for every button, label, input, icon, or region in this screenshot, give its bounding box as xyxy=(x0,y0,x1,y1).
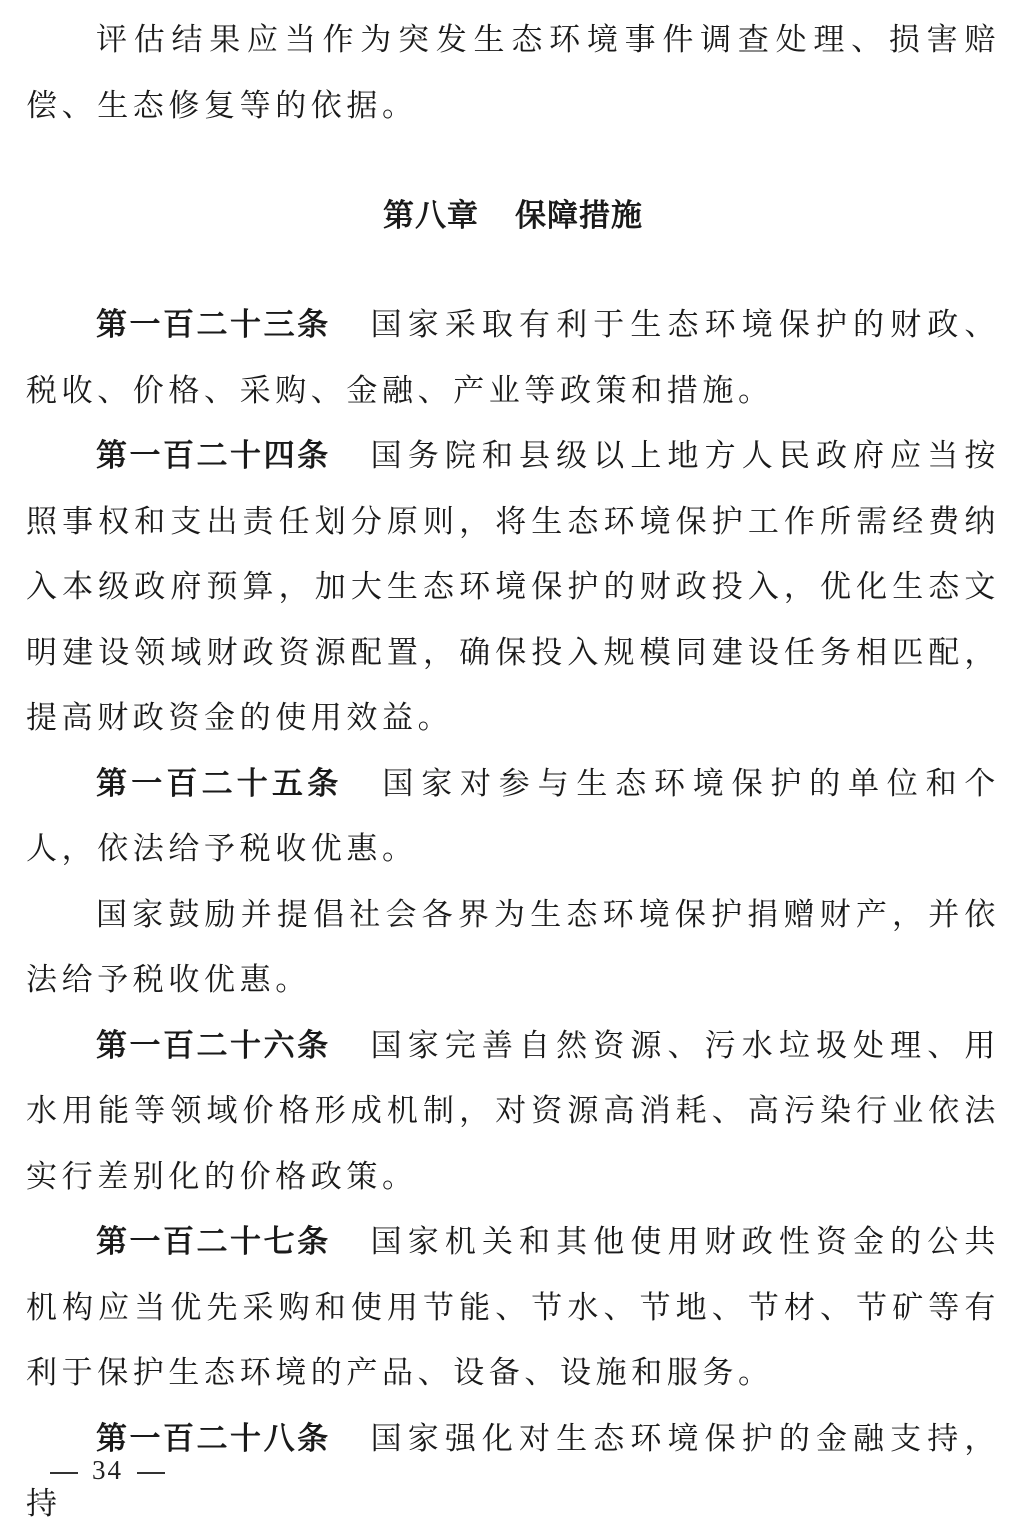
article-126 xyxy=(26,1014,1000,1211)
chapter-number: 第八章 xyxy=(383,198,479,234)
article-text: 国家采取有利于生态环境保护的财政、税收、价格、采购、金融、产业等政策和措施。 xyxy=(26,307,1000,409)
page-number: 34 xyxy=(92,1455,123,1485)
article-heading: 第一百二十六条 xyxy=(96,1027,331,1064)
footer-dash-right xyxy=(137,1472,165,1474)
page-footer xyxy=(36,1455,179,1486)
paragraph-top: 评估结果应当作为突发生态环境事件调查处理、损害赔偿、生态修复等的依据。 xyxy=(26,22,1000,124)
article-123 xyxy=(26,293,1000,424)
document-page xyxy=(26,8,1000,1538)
article-125 xyxy=(26,752,1000,883)
chapter-heading xyxy=(26,183,1000,249)
article-125-paragraph-2: 国家鼓励并提倡社会各界为生态环境保护捐赠财产，并依法给予税收优惠。 xyxy=(26,896,1000,998)
footer-dash-left xyxy=(50,1472,78,1474)
article-text: 国家对参与生态环境保护的单位和个人，依法给予税收优惠。 xyxy=(26,765,1000,867)
article-heading: 第一百二十三条 xyxy=(96,307,331,343)
article-text: 国家机关和其他使用财政性资金的公共机构应当优先采购和使用节能、节水、节地、节材、节矿等有利于保护生态环境的产品、设备、设施和服务。 xyxy=(26,1224,1000,1391)
article-text: 国家强化对生态环境保护的金融支持，持 xyxy=(26,1420,1000,1522)
article-heading: 第一百二十五条 xyxy=(96,765,343,802)
chapter-title: 保障措施 xyxy=(515,198,643,234)
article-127 xyxy=(26,1210,1000,1407)
article-text: 国家完善自然资源、污水垃圾处理、用水用能等领域价格形成机制，对资源高消耗、高污染行业依法实行差别化的价格政策。 xyxy=(26,1027,1000,1195)
article-text: 国务院和县级以上地方人民政府应当按照事权和支出责任划分原则，将生态环境保护工作所需经费纳入本级政府预算，加大生态环境保护的财政投入，优化生态文明建设领域财政资源配置，确保投入规模同建设任务相匹配，提高财政资金的使用效益。 xyxy=(26,438,1000,736)
article-heading: 第一百二十七条 xyxy=(96,1224,331,1260)
article-124 xyxy=(26,424,1000,752)
article-heading: 第一百二十四条 xyxy=(96,438,331,474)
article-heading: 第一百二十八条 xyxy=(96,1420,331,1457)
